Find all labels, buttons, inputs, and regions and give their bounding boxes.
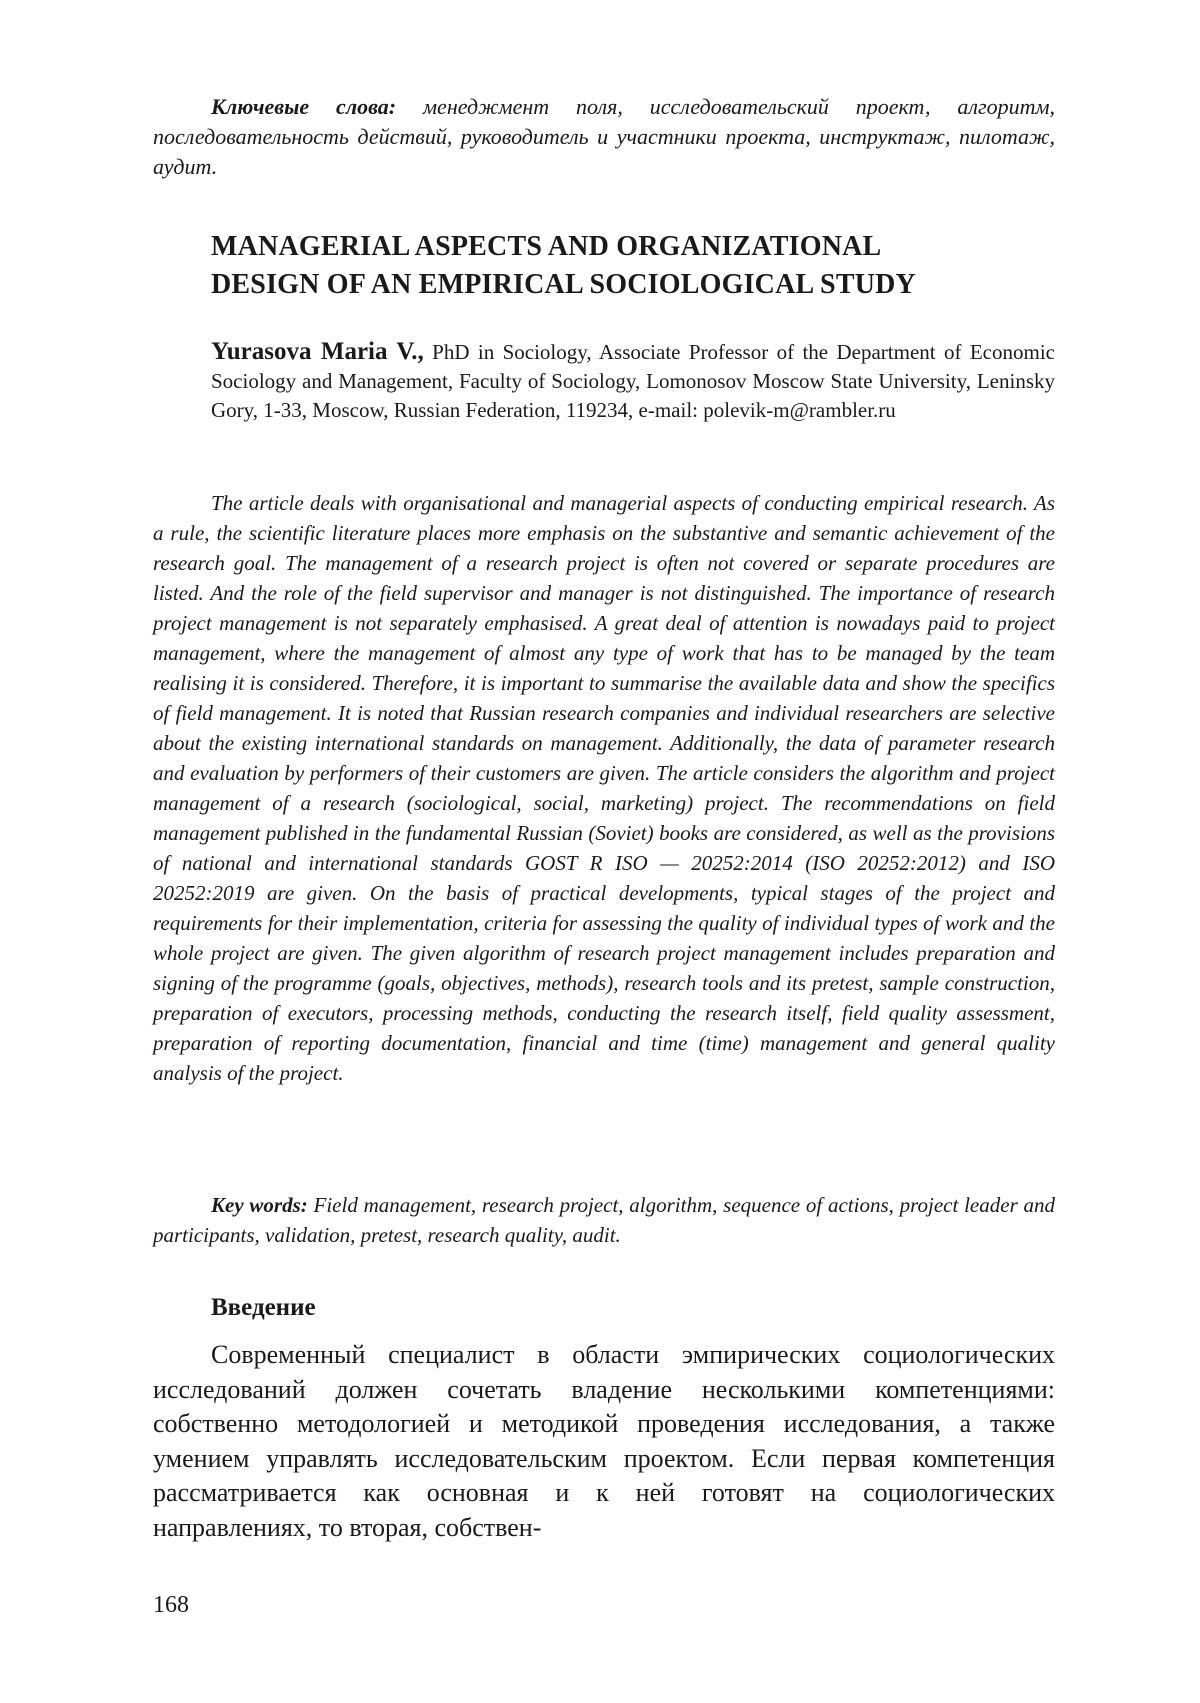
keywords-ru bbox=[153, 92, 1055, 182]
english-title-line-2: DESIGN OF AN EMPIRICAL SOCIOLOGICAL STUDY bbox=[211, 269, 916, 300]
author-name: Yurasova Maria V., bbox=[211, 338, 424, 365]
english-title bbox=[211, 228, 971, 304]
author-affiliation bbox=[211, 337, 1055, 425]
keywords-en-text: Field management, research project, algorithm, sequence of actions, project leader and participants, validation, pretest, research quality, audit. bbox=[153, 1193, 1055, 1247]
keywords-en bbox=[153, 1190, 1055, 1250]
keywords-ru-label: Ключевые слова: bbox=[211, 94, 397, 119]
abstract: The article deals with organisational and managerial aspects of conducting empirical research. As a rule, the scientific literature places more emphasis on the substantive and semantic achievement of the research goal. The management of a research project is often not covered or separate procedures are listed. And the role of the field supervisor and manager is not distinguished. The importance of research project management is not separately emphasised. A great deal of attention is nowadays paid to project management, where the management of almost any type of work that has to be managed by the team realising it is considered. Therefore, it is important to summarise the available data and show the specifics of field management. It is noted that Russian research companies and individual researchers are selective about the existing international standards on management. Additionally, the data of parameter research and evaluation by performers of their customers are given. The article considers the algorithm and project management of a research (sociological, social, marketing) project. The recommendations on field management published in the fundamental Russian (Soviet) books are considered, as well as the provisions of national and international standards GOST R ISO — 20252:2014 (ISO 20252:2012) and ISO 20252:2019 are given. On the basis of practical developments, typical stages of the project and requirements for their implementation, criteria for assessing the quality of individual types of work and the whole project are given. The given algorithm of research project management includes preparation and signing of the programme (goals, objectives, methods), research tools and its pretest, sample construction, preparation of executors, processing methods, conducting the research itself, field quality assessment, preparation of reporting documentation, financial and time (time) management and general quality analysis of the project. bbox=[153, 491, 1055, 1085]
page-number: 168 bbox=[153, 1592, 189, 1618]
intro-paragraph: Современный специалист в области эмпирических социологических исследований должен сочетать владение несколькими компетенциями: собственно методологией и методикой проведения исследования, а также умением управлять исследовательским проектом. Если первая компетенция рассматривается как основная и к ней готовят на социологических направлениях, то вторая, собствен- bbox=[153, 1340, 1055, 1542]
section-heading: Введение bbox=[211, 1294, 316, 1321]
author-details: PhD in Sociology, Associate Professor of the Department of Economic Sociology and Management, Faculty of Sociology, Lomonosov Moscow State University, Leninsky Gory, 1-33, Moscow, Russian Federation, 119234, e-mail: polevik-m@rambler.ru bbox=[211, 340, 1055, 422]
keywords-ru-text: менеджмент поля, исследовательский проект, алгоритм, последовательность действий, руководитель и участники проекта, инструктаж, пилотаж, аудит. bbox=[153, 94, 1055, 179]
english-title-line-1: MANAGERIAL ASPECTS AND ORGANIZATIONAL bbox=[211, 231, 882, 262]
keywords-en-label: Key words: bbox=[211, 1193, 308, 1217]
